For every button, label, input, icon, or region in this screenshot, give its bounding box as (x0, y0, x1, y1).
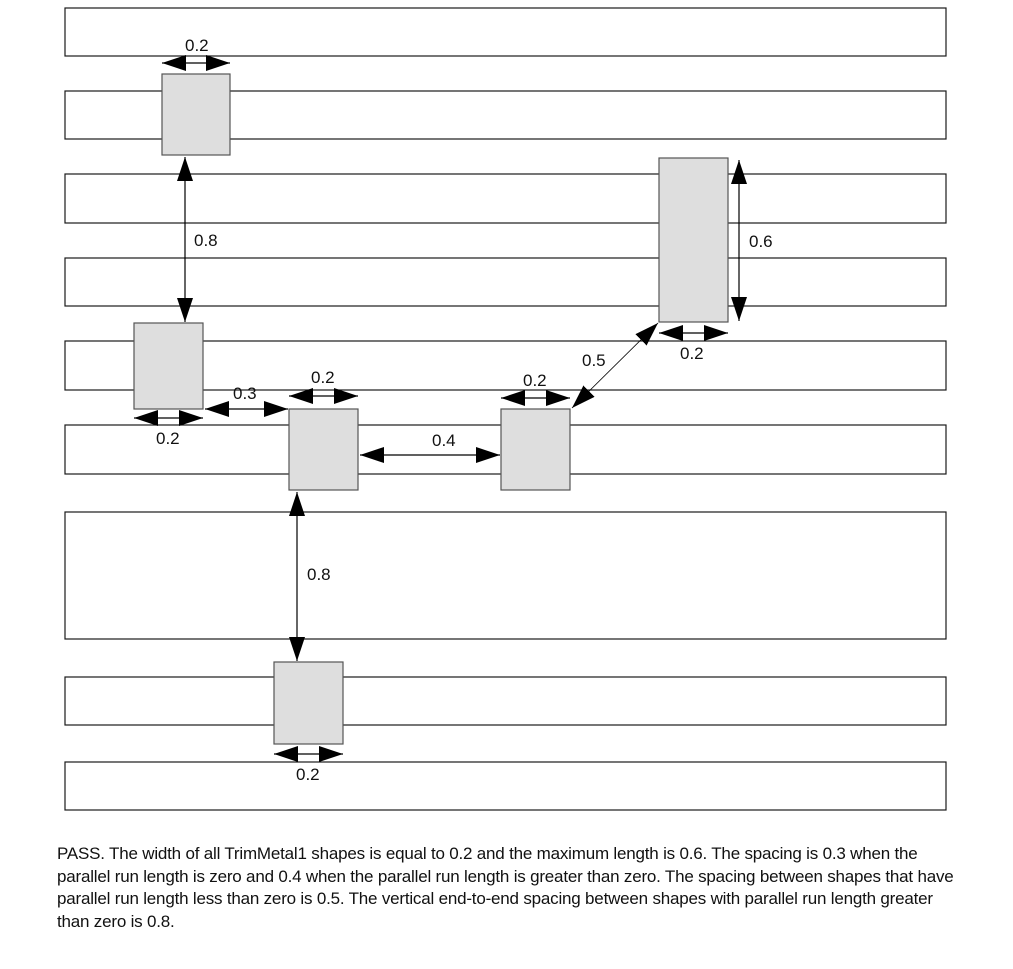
width-label: 0.2 (156, 429, 180, 448)
spacing-negative-prl-label: 0.5 (582, 351, 606, 370)
end-to-end-label-bottom: 0.8 (307, 565, 331, 584)
metal-stripe (65, 174, 946, 223)
trim-shape-middle (289, 409, 358, 490)
trim-shape-bottom (274, 662, 343, 744)
width-label: 0.2 (296, 765, 320, 784)
result-caption: PASS. The width of all TrimMetal1 shapes is equal to 0.2 and the maximum length is 0.6. The spacing is 0.3 when the parallel run length is zero and 0.4 when the parallel run length is greater than zero. The spacing between shapes that have parallel run length less than zero is 0.5. The vertical end-to-end spacing between shapes with parallel run length greater than zero is 0.8. (57, 844, 954, 931)
metal-stripe (65, 762, 946, 810)
width-label: 0.2 (185, 36, 209, 55)
metal-stripe (65, 677, 946, 725)
width-label: 0.2 (680, 344, 704, 363)
metal-stripe (65, 258, 946, 306)
spacing-zero-prl-label: 0.3 (233, 384, 257, 403)
width-label: 0.2 (311, 368, 335, 387)
trim-shape-right (501, 409, 570, 490)
trim-shape-top (162, 74, 230, 155)
trim-shape-tall (659, 158, 728, 322)
trim-shape-left (134, 323, 203, 409)
max-length-label: 0.6 (749, 232, 773, 251)
width-label: 0.2 (523, 371, 547, 390)
spacing-positive-prl-label: 0.4 (432, 431, 456, 450)
end-to-end-label-top: 0.8 (194, 231, 218, 250)
metal-stripe (65, 512, 946, 639)
